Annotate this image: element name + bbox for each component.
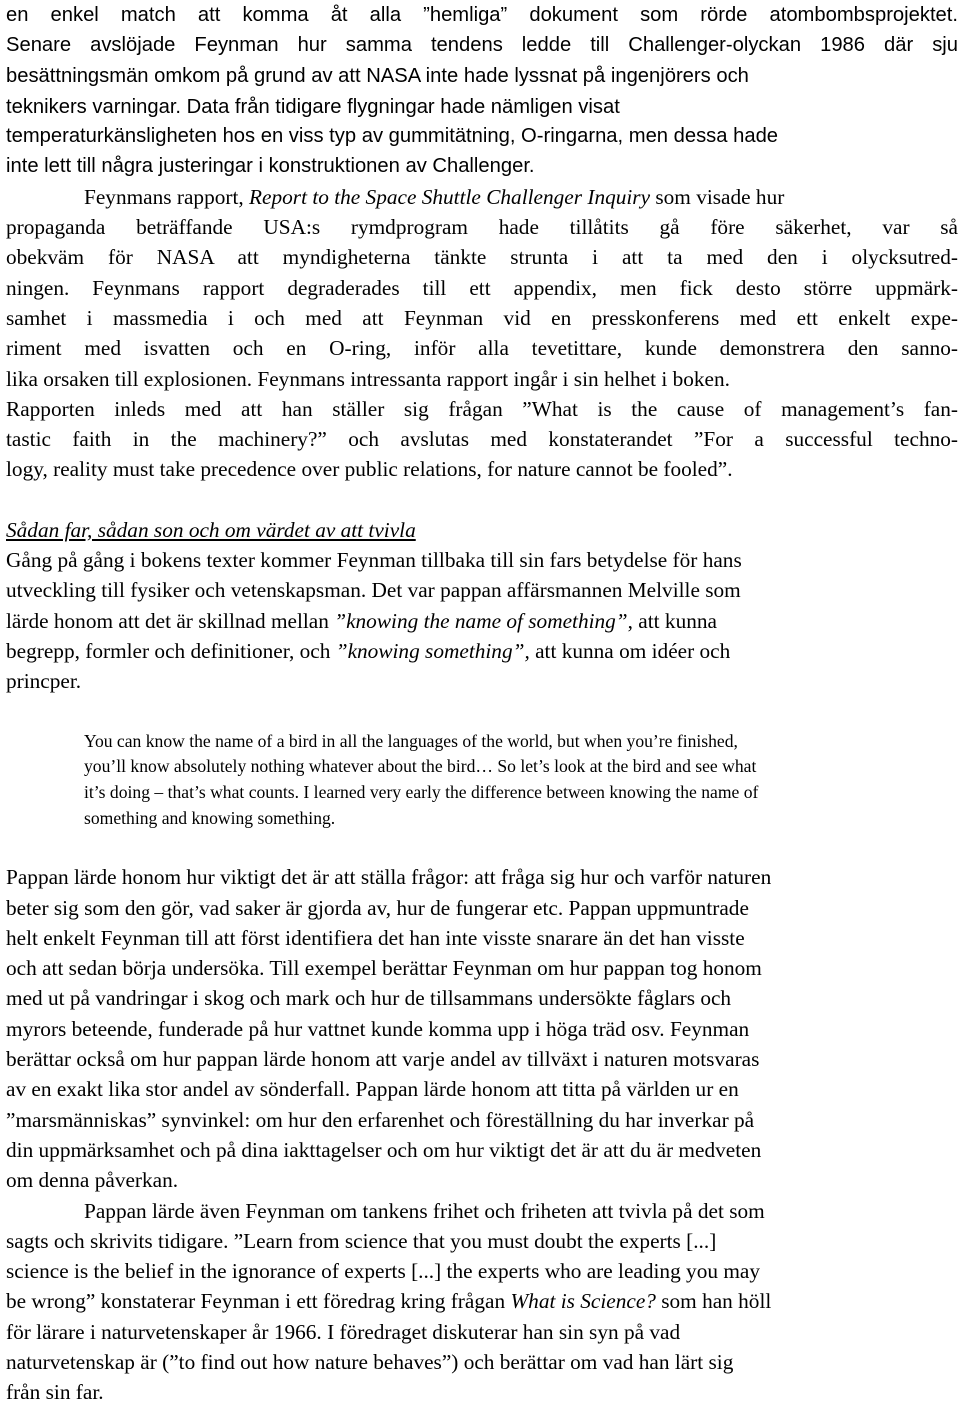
quote-line: something and knowing something. xyxy=(84,807,336,828)
text-line: ”marsmänniskas” synvinkel: om hur den erfarenhet och föreställning du har inverkar på xyxy=(6,1107,755,1132)
text-line: obekväm för NASA att myndigheterna tänkte strunta i att ta med den i olycksutred- xyxy=(6,245,958,270)
report-title: Report to the Space Shuttle Challenger Inquiry xyxy=(249,184,651,209)
text-line: samhet i massmedia i och med att Feynman vid en presskonferens med ett enkelt expe- xyxy=(6,305,958,330)
text-line: beter sig som den gör, vad saker är gjorda av, hur de fungerar etc. Pappan uppmuntrade xyxy=(6,895,749,920)
text-span: Feynmans rapport, xyxy=(84,184,250,209)
text-span: som visade hur xyxy=(650,184,785,209)
spacer xyxy=(6,485,958,515)
section-father xyxy=(6,515,958,697)
paragraph-questions xyxy=(6,862,958,1195)
text-line: och att sedan börja undersöka. Till exempel berättar Feynman om hur pappan tog honom xyxy=(6,956,762,981)
document-page xyxy=(6,0,958,1408)
text-line: utveckling till fysiker och vetenskapsman. Det var pappan affärsmannen Melville som xyxy=(6,578,741,603)
text-line: sagts och skrivits tidigare. ”Learn from science that you must doubt the experts [...] xyxy=(6,1228,717,1253)
text-line: myrors beteende, funderade på hur vattnet kunde komma upp i höga träd osv. Feynman xyxy=(6,1016,750,1041)
emphasis: ”knowing something”, xyxy=(335,638,530,663)
quote-line: it’s doing – that’s what counts. I learned very early the difference between knowing the name of xyxy=(84,781,759,802)
text-line: Pappan lärde även Feynman om tankens frihet och friheten att tvivla på det som xyxy=(84,1198,765,1223)
text-line: din uppmärksamhet och på dina iakttagelser och om hur viktigt det är att du är medveten xyxy=(6,1137,762,1162)
text-line-mixed xyxy=(6,606,958,636)
paragraph-doubt xyxy=(6,1196,958,1408)
text-line-mixed xyxy=(6,182,958,212)
talk-title: What is Science? xyxy=(510,1289,656,1314)
block-quote xyxy=(84,729,944,832)
text-span: , att kunna xyxy=(627,608,717,633)
paragraph-feynman-report xyxy=(6,182,958,485)
quote-line: you’ll know absolutely nothing whatever about the bird… So let’s look at the bird and see what xyxy=(84,756,757,777)
text-span: lärde honom att det är skillnad mellan xyxy=(6,608,335,633)
text-line: Senare avslöjade Feynman hur samma tendens ledde till Challenger-olyckan 1986 där sju xyxy=(6,34,958,57)
text-line: logy, reality must take precedence over public relations, for nature cannot be fooled”. xyxy=(6,457,733,482)
text-line: för lärare i naturvetenskaper år 1966. I föredraget diskuterar han sin syn på vad xyxy=(6,1319,681,1344)
text-line-mixed xyxy=(6,91,958,121)
text-span: be wrong” konstaterar Feynman i ett föredrag kring frågan xyxy=(6,1289,511,1314)
text-line: inte lett till några justeringar i konstruktionen av Challenger. xyxy=(6,155,535,178)
text-line: om denna påverkan. xyxy=(6,1168,179,1193)
section-heading: Sådan far, sådan son och om värdet av att tvivla xyxy=(6,517,416,542)
text-line: Pappan lärde honom hur viktigt det är att ställa frågor: att fråga sig hur och varför naturen xyxy=(6,865,772,890)
text-line: temperaturkänsligheten hos en viss typ av gummitätning, O-ringarna, men dessa hade xyxy=(6,125,779,148)
text-line: Rapporten inleds med att han ställer sig frågan ”What is the cause of management’s fan- xyxy=(6,396,958,421)
text-span: begrepp, formler och definitioner, och xyxy=(6,638,336,663)
emphasis: ”knowing the name of something” xyxy=(334,608,628,633)
text-line: princper. xyxy=(6,669,82,694)
text-line: en enkel match att komma åt alla ”hemliga” dokument som rörde atombombsprojektet. xyxy=(6,4,958,26)
text-line-mixed xyxy=(6,636,958,666)
text-span: att kunna om idéer och xyxy=(529,638,731,663)
text-line-mixed xyxy=(6,1286,958,1316)
text-line: Gång på gång i bokens texter kommer Feynman tillbaka till sin fars betydelse för hans xyxy=(6,548,742,573)
text-line: lika orsaken till explosionen. Feynmans intressanta rapport ingår i sin helhet i boken. xyxy=(6,366,730,391)
text-span: teknikers varningar. xyxy=(6,95,187,118)
text-line: riment med isvatten och en O-ring, inför alla tevetittare, kunde demonstrera den sanno- xyxy=(6,336,958,361)
paragraph-challenger xyxy=(6,0,958,182)
quote-line: You can know the name of a bird in all the languages of the world, but when you’re finished, xyxy=(84,730,738,751)
text-line: från sin far. xyxy=(6,1380,104,1405)
text-span: som han höll xyxy=(655,1289,772,1314)
text-line: berättar också om hur pappan lärde honom att varje andel av tillväxt i naturen motsvaras xyxy=(6,1047,760,1072)
text-line: av en exakt lika stor andel av sönderfall. Pappan lärde honom att titta på världen ur en xyxy=(6,1077,739,1102)
text-line: science is the belief in the ignorance of experts [...] the experts who are leading you may xyxy=(6,1259,760,1284)
text-line: naturvetenskap är (”to find out how nature behaves”) och berättar om vad han lärt sig xyxy=(6,1350,734,1375)
text-line: besättningsmän omkom på grund av att NASA inte hade lyssnat på ingenjörers och xyxy=(6,64,749,87)
text-line: med ut på vandringar i skog och mark och hur de tillsammans undersökte fåglars och xyxy=(6,986,732,1011)
text-line: propaganda beträffande USA:s rymdprogram hade tillåtits gå före säkerhet, var så xyxy=(6,215,958,240)
text-line: helt enkelt Feynman till att först identifiera det han inte visste snarare än det han visste xyxy=(6,925,745,950)
text-span: Data från tidigare flygningar hade nämligen visat xyxy=(186,95,620,118)
text-line: tastic faith in the machinery?” och avslutas med konstaterandet ”For a successful techno- xyxy=(6,427,958,452)
text-line: ningen. Feynmans rapport degraderades till ett appendix, men fick desto större uppmärk- xyxy=(6,275,958,300)
